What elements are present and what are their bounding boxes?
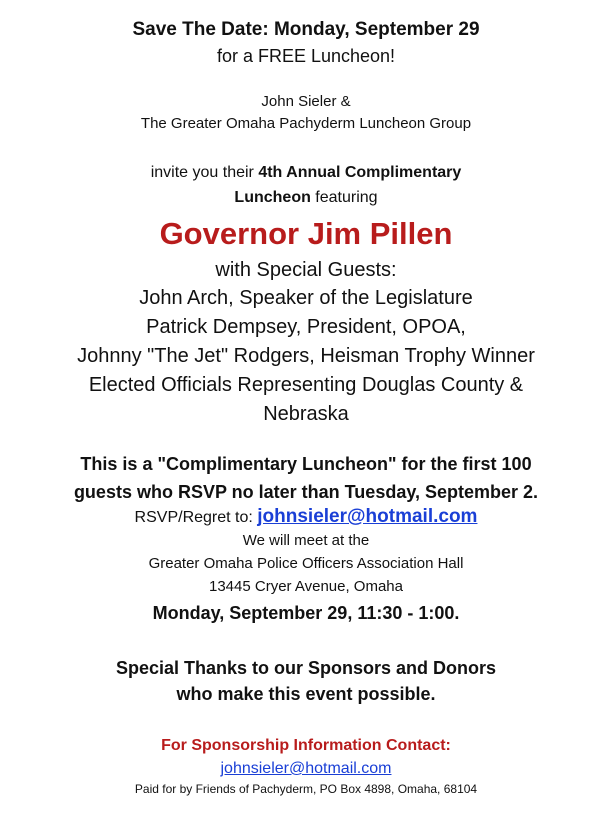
venue-address: 13445 Cryer Avenue, Omaha bbox=[208, 578, 403, 595]
rsvp-notice-line-2: guests who RSVP no later than Tuesday, September 2. bbox=[73, 482, 539, 502]
invite-line-1 bbox=[0, 162, 612, 184]
rsvp-email-link[interactable]: johnsieler@hotmail.com bbox=[257, 506, 478, 527]
meet-intro: We will meet at the bbox=[242, 532, 370, 549]
free-luncheon-subheading: for a FREE Luncheon! bbox=[216, 46, 396, 66]
event-datetime: Monday, September 29, 11:30 - 1:00. bbox=[152, 603, 460, 623]
invite-event-name-cont: Luncheon bbox=[234, 189, 311, 206]
host-name: John Sieler & bbox=[261, 93, 351, 110]
featured-speaker: Governor Jim Pillen bbox=[159, 216, 453, 251]
rsvp-label: RSVP/Regret to: bbox=[134, 509, 258, 526]
thanks-line-2: who make this event possible. bbox=[176, 684, 436, 704]
invite-suffix: featuring bbox=[310, 189, 378, 206]
rsvp-notice-a: This is a " bbox=[80, 454, 166, 474]
invite-prefix: invite you their bbox=[150, 164, 259, 181]
save-the-date-heading: Save The Date: Monday, September 29 bbox=[132, 19, 480, 40]
sponsorship-heading: For Sponsorship Information Contact: bbox=[161, 737, 451, 754]
sponsorship-contact bbox=[0, 758, 612, 780]
guest-item: Johnny "The Jet" Rodgers, Heisman Trophy Winner bbox=[77, 345, 535, 367]
guest-item: Patrick Dempsey, President, OPOA, bbox=[146, 316, 466, 338]
host-group: The Greater Omaha Pachyderm Luncheon Group bbox=[140, 115, 472, 132]
guest-item: Elected Officials Representing Douglas County & bbox=[88, 374, 524, 396]
guest-item: Nebraska bbox=[263, 403, 349, 425]
guest-item: John Arch, Speaker of the Legislature bbox=[139, 287, 473, 309]
rsvp-notice-b: Complimentary Luncheon" for the first 100 bbox=[165, 454, 532, 474]
invite-event-name: 4th Annual Complimentary bbox=[258, 164, 462, 181]
sponsorship-email-link[interactable]: johnsieler@hotmail.com bbox=[220, 760, 392, 777]
rsvp-notice-line-1 bbox=[0, 452, 612, 476]
special-guests-intro: with Special Guests: bbox=[215, 259, 397, 281]
invite-line-2 bbox=[0, 187, 612, 209]
paid-for-disclaimer: Paid for by Friends of Pachyderm, PO Box 4898, Omaha, 68104 bbox=[134, 782, 478, 796]
thanks-line-1: Special Thanks to our Sponsors and Donors bbox=[115, 658, 497, 678]
venue-name: Greater Omaha Police Officers Association Hall bbox=[148, 555, 464, 572]
rsvp-contact-line bbox=[0, 505, 612, 530]
